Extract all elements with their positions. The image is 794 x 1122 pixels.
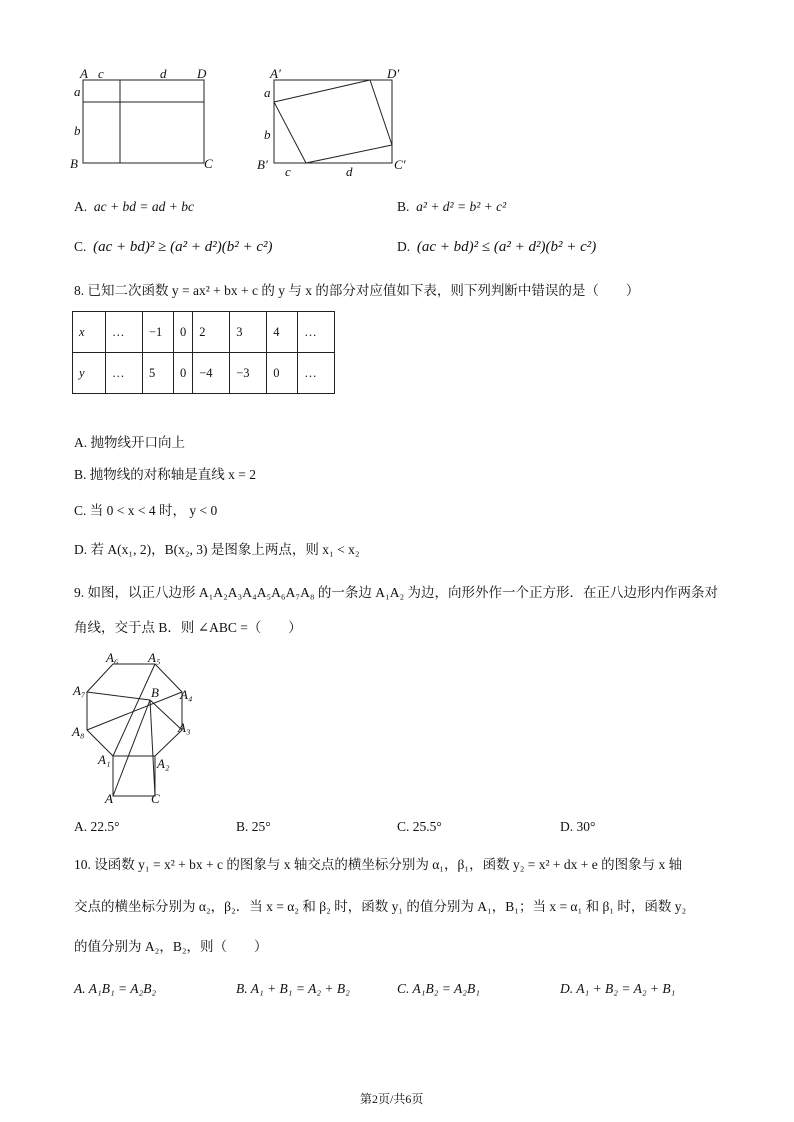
fig7-left-c: c xyxy=(98,66,104,81)
table-cell: −4 xyxy=(193,353,230,394)
fig7-left-a: a xyxy=(74,84,81,99)
table-cell: x xyxy=(73,312,106,353)
q9-option-a[interactable]: A. 22.5° xyxy=(74,819,120,834)
q8-option-b[interactable]: B. 抛物线的对称轴是直线 x = 2 xyxy=(74,467,256,482)
table-cell: 5 xyxy=(143,353,174,394)
table-cell: … xyxy=(106,312,143,353)
q8-value-table xyxy=(72,311,335,394)
q9-label-A: A xyxy=(105,791,113,806)
q9-option-d[interactable]: D. 30° xyxy=(560,819,596,834)
q9-stem-line2: 角线，交于点 B．则 ∠ABC =（ ） xyxy=(74,620,302,635)
q7-option-c[interactable] xyxy=(74,238,273,256)
q9-stem-line1: 9. 如图，以正八边形 A₁A₂A₃A₄A₅A₆A₇A₈ 的一条边 A₁A₂ 为边，向形外作一个正方形．在正八边形内作两条对 xyxy=(74,585,719,600)
table-cell: … xyxy=(106,353,143,394)
fig7-right-a: a xyxy=(264,85,271,100)
table-cell: … xyxy=(298,353,335,394)
fig7-right-b: b xyxy=(264,127,271,142)
q8-option-a[interactable]: A. 抛物线开口向上 xyxy=(74,435,185,450)
fig7-right-C: C′ xyxy=(394,157,406,172)
fig7-right-A: A′ xyxy=(270,66,281,81)
table-cell: … xyxy=(298,312,335,353)
fig7-left-D: D xyxy=(197,66,207,81)
table-cell: 2 xyxy=(193,312,230,353)
q9-option-c[interactable]: C. 25.5° xyxy=(397,819,442,834)
q9-label-A1: A₁ xyxy=(98,752,111,767)
q7-option-c-letter: C. xyxy=(74,239,87,254)
page-number: 第2页/共6页 xyxy=(360,1092,424,1106)
q10-stem-line2: 交点的横坐标分别为 α₂，β₂．当 x = α₂ 和 β₂ 时，函数 y₁ 的值分别为 A₁，B₁；当 x = α₁ 和 β₁ 时，函数 y₂ xyxy=(74,899,687,914)
q9-label-A5: A₅ xyxy=(148,650,161,665)
q8-option-d[interactable]: D. 若 A(x₁, 2)，B(x₂, 3) 是图象上两点，则 x₁ < x₂ xyxy=(74,542,360,557)
q9-label-C: C xyxy=(151,791,160,806)
q10-option-c[interactable]: C. A₁B₂ = A₂B₁ xyxy=(397,981,480,996)
q7-option-d-text: (ac + bd)² ≤ (a² + d²)(b² + c²) xyxy=(416,239,597,255)
q7-option-b-letter: B. xyxy=(397,199,410,214)
q7-option-a[interactable] xyxy=(74,198,194,216)
q7-option-d[interactable] xyxy=(397,238,596,256)
q7-option-a-text: ac + bd = ad + bc xyxy=(93,199,194,214)
table-cell: 0 xyxy=(174,353,193,394)
table-cell: 4 xyxy=(267,312,298,353)
fig7-left-b: b xyxy=(74,123,81,138)
q7-option-a-letter: A. xyxy=(74,199,88,214)
table-cell: 3 xyxy=(230,312,267,353)
q7-option-b[interactable] xyxy=(397,198,506,216)
fig7-right-c: c xyxy=(285,164,291,179)
q9-label-B: B xyxy=(151,685,159,700)
fig7-left-A: A xyxy=(80,66,88,81)
fig7-right-d: d xyxy=(346,164,353,179)
table-cell: −3 xyxy=(230,353,267,394)
q9-option-b[interactable]: B. 25° xyxy=(236,819,271,834)
table-row-y xyxy=(73,353,335,394)
q9-label-A7: A₇ xyxy=(73,683,86,698)
q10-stem-line1: 10. 设函数 y₁ = x² + bx + c 的图象与 x 轴交点的横坐标分别为 α₁，β₁，函数 y₂ = x² + dx + e 的图象与 x 轴 xyxy=(74,857,683,872)
fig7-right-D: D′ xyxy=(387,66,400,81)
q9-label-A2: A₂ xyxy=(157,756,170,771)
q9-label-A4: A₄ xyxy=(180,687,193,702)
table-cell: −1 xyxy=(143,312,174,353)
fig7-left-d: d xyxy=(160,66,167,81)
q10-option-d[interactable]: D. A₁ + B₂ = A₂ + B₁ xyxy=(560,981,676,996)
table-cell: 0 xyxy=(174,312,193,353)
q8-stem: 8. 已知二次函数 y = ax² + bx + c 的 y 与 x 的部分对应值如下表，则下列判断中错误的是（ ） xyxy=(74,283,640,298)
q7-option-c-text: (ac + bd)² ≥ (a² + d²)(b² + c²) xyxy=(93,239,273,255)
q8-option-c[interactable]: C. 当 0 < x < 4 时， y < 0 xyxy=(74,503,218,518)
q7-option-d-letter: D. xyxy=(397,239,411,254)
q7-option-b-text: a² + d² = b² + c² xyxy=(416,199,507,214)
q9-label-A8: A₈ xyxy=(72,724,85,739)
q9-label-A3: A₃ xyxy=(178,720,191,735)
fig7-left-B: B xyxy=(70,156,78,171)
table-row-x xyxy=(73,312,335,353)
table-cell: 0 xyxy=(267,353,298,394)
q10-option-b[interactable]: B. A₁ + B₁ = A₂ + B₂ xyxy=(236,981,350,996)
fig7-left-C: C xyxy=(204,156,213,171)
fig7-right-B: B′ xyxy=(257,157,268,172)
q10-stem-line3: 的值分别为 A₂，B₂，则（ ） xyxy=(74,939,268,954)
q10-option-a[interactable]: A. A₁B₁ = A₂B₂ xyxy=(74,981,157,996)
q9-label-A6: A₆ xyxy=(106,650,119,665)
table-cell: y xyxy=(73,353,106,394)
